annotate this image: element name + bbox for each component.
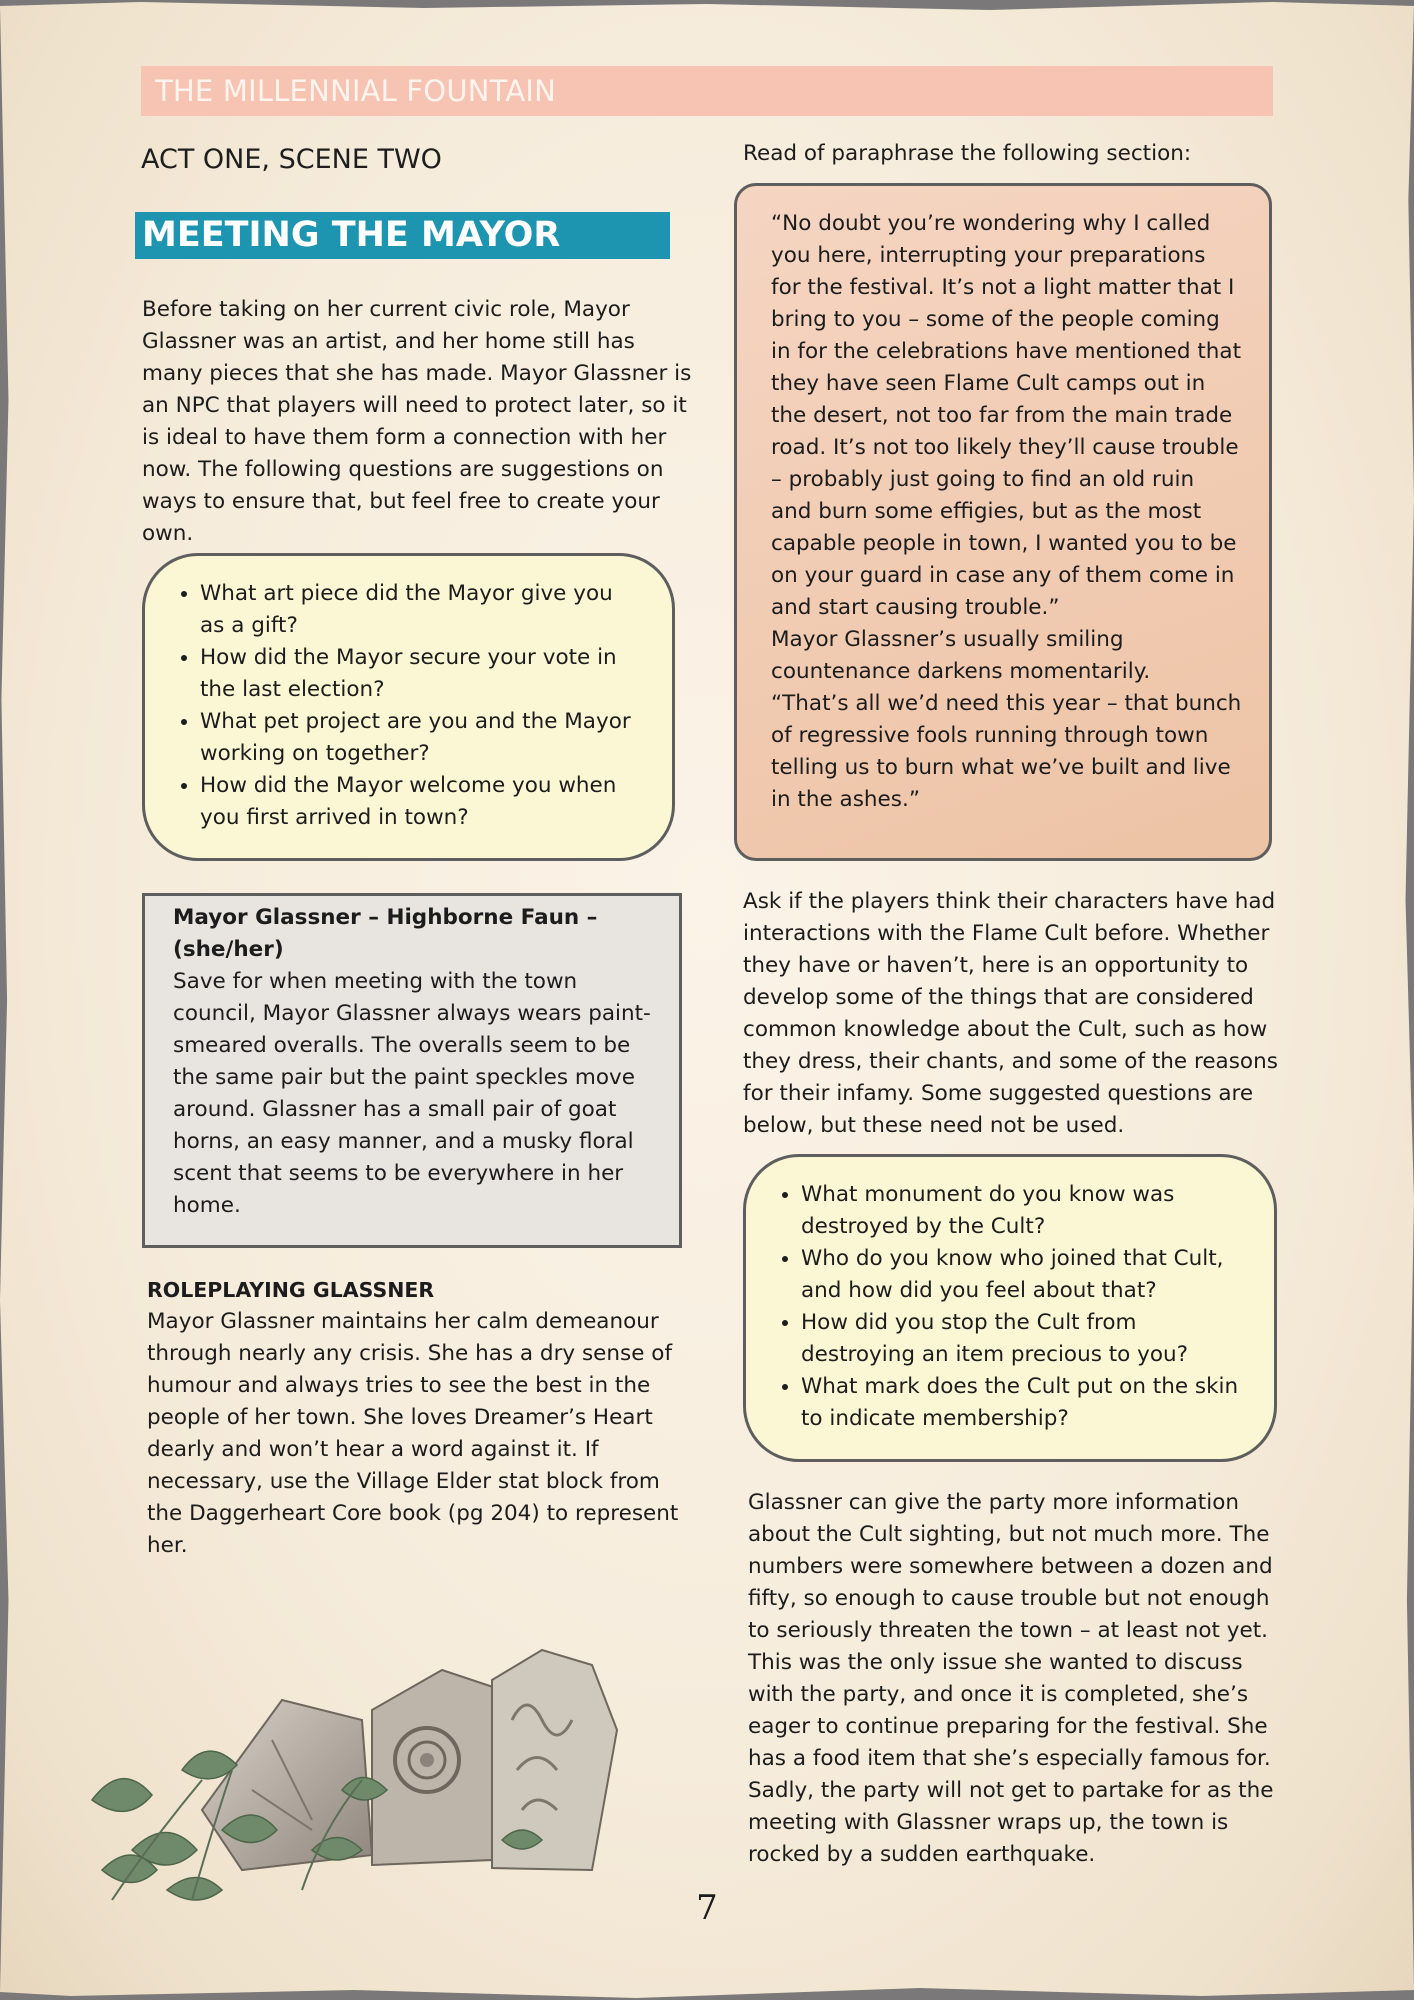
list-item: • Who do you know who joined that Cult, and how did you feel about that? xyxy=(801,1243,1274,1307)
intro-paragraph: Before taking on her current civic role, Mayor Glassner was an artist, and her home still has many pieces that she has made. Mayor Glassner is an NPC that players will need to protect later, so it is ideal to have them form a connection with her now. The following questions are suggestions on ways to ensure that, but feel free to create your own. xyxy=(142,297,692,546)
list-item: • What monument do you know was destroyed by the Cult? xyxy=(801,1179,1274,1243)
carved-pillar xyxy=(372,1670,502,1865)
roleplaying-section: ROLEPLAYING GLASSNER Mayor Glassner maintains her calm demeanour through nearly any crisis. She has a dry sense of humour and always tries to see the best in the people of her town. She loves Dreamer’s Heart dearly and won’t hear a word against it. If necessary, use the Village Elder stat block from the Daggerheart Core book (pg 204) to represent her. xyxy=(147,1274,707,1562)
section-heading: MEETING THE MAYOR xyxy=(135,212,670,259)
closing-paragraph: Glassner can give the party more information about the Cult sighting, but not much more. The numbers were somewhere between a dozen and fifty, so enough to cause trouble but not enough to seriously threaten the town – at least not yet. This was the only issue she wanted to discuss with the party, and once it is completed, she’s eager to continue preparing for the festival. She has a food item that she’s especially famous for. Sadly, the party will not get to partake for as the meeting with Glassner wraps up, the town is rocked by a sudden earthquake. xyxy=(748,1490,1274,1867)
read-aloud-box xyxy=(734,183,1272,861)
roleplaying-heading: ROLEPLAYING GLASSNER xyxy=(147,1278,435,1302)
list-item: • How did the Mayor welcome you when you first arrived in town? xyxy=(200,770,672,834)
read-aloud-text: “No doubt you’re wondering why I called you here, interrupting your preparations for the festival. It’s not a light matter that I bring to you – some of the people coming in for the celebrations have mentioned that they have seen Flame Cult camps out in the desert, not too far from the main trade road. It’s not too likely they’ll cause trouble – probably just going to find an old ruin and burn some effigies, but as the most capable people in town, I wanted you to be on your guard in case any of them come in and start causing trouble.” Mayor Glassner’s usually smiling countenance darkens momentarily. “That’s all we’d need this year – that bunch of regressive fools running through town telling us to burn what we’ve built and live in the ashes.” xyxy=(771,211,1242,812)
npc-title: Mayor Glassner – Highborne Faun – (she/her) xyxy=(173,905,598,962)
npc-description: Save for when meeting with the town council, Mayor Glassner always wears paint- smeared overalls. The overalls seem to be the same pair but the paint speckles move around. Glassner has a small pair of goat horns, an easy manner, and a musky floral scent that seems to be everywhere in her home. xyxy=(173,969,651,1218)
cult-questions-list xyxy=(746,1179,1274,1435)
cult-questions-box xyxy=(743,1154,1277,1462)
mayor-questions-list xyxy=(145,578,672,834)
chapter-banner: THE MILLENNIAL FOUNTAIN xyxy=(141,66,1273,116)
mayor-questions-box xyxy=(142,553,675,861)
list-item: • What pet project are you and the Mayor working on together? xyxy=(200,706,672,770)
page-number: 7 xyxy=(696,1888,718,1928)
cult-prompt-paragraph: Ask if the players think their characters have had interactions with the Flame Cult before. Whether they have or haven’t, here is an opportunity to develop some of the things that are considered common knowledge about the Cult, such as how they dress, their chants, and some of the reasons for their infamy. Some suggested questions are below, but these need not be used. xyxy=(743,889,1278,1138)
ruins-illustration xyxy=(72,1570,702,1910)
scene-label: ACT ONE, SCENE TWO xyxy=(141,144,442,175)
list-item: • What art piece did the Mayor give you as a gift? xyxy=(200,578,672,642)
list-item: • What mark does the Cult put on the skin to indicate membership? xyxy=(801,1371,1274,1435)
list-item: • How did the Mayor secure your vote in the last election? xyxy=(200,642,672,706)
npc-profile-box xyxy=(142,893,682,1248)
list-item: • How did you stop the Cult from destroying an item precious to you? xyxy=(801,1307,1274,1371)
read-instruction: Read of paraphrase the following section: xyxy=(743,141,1192,166)
